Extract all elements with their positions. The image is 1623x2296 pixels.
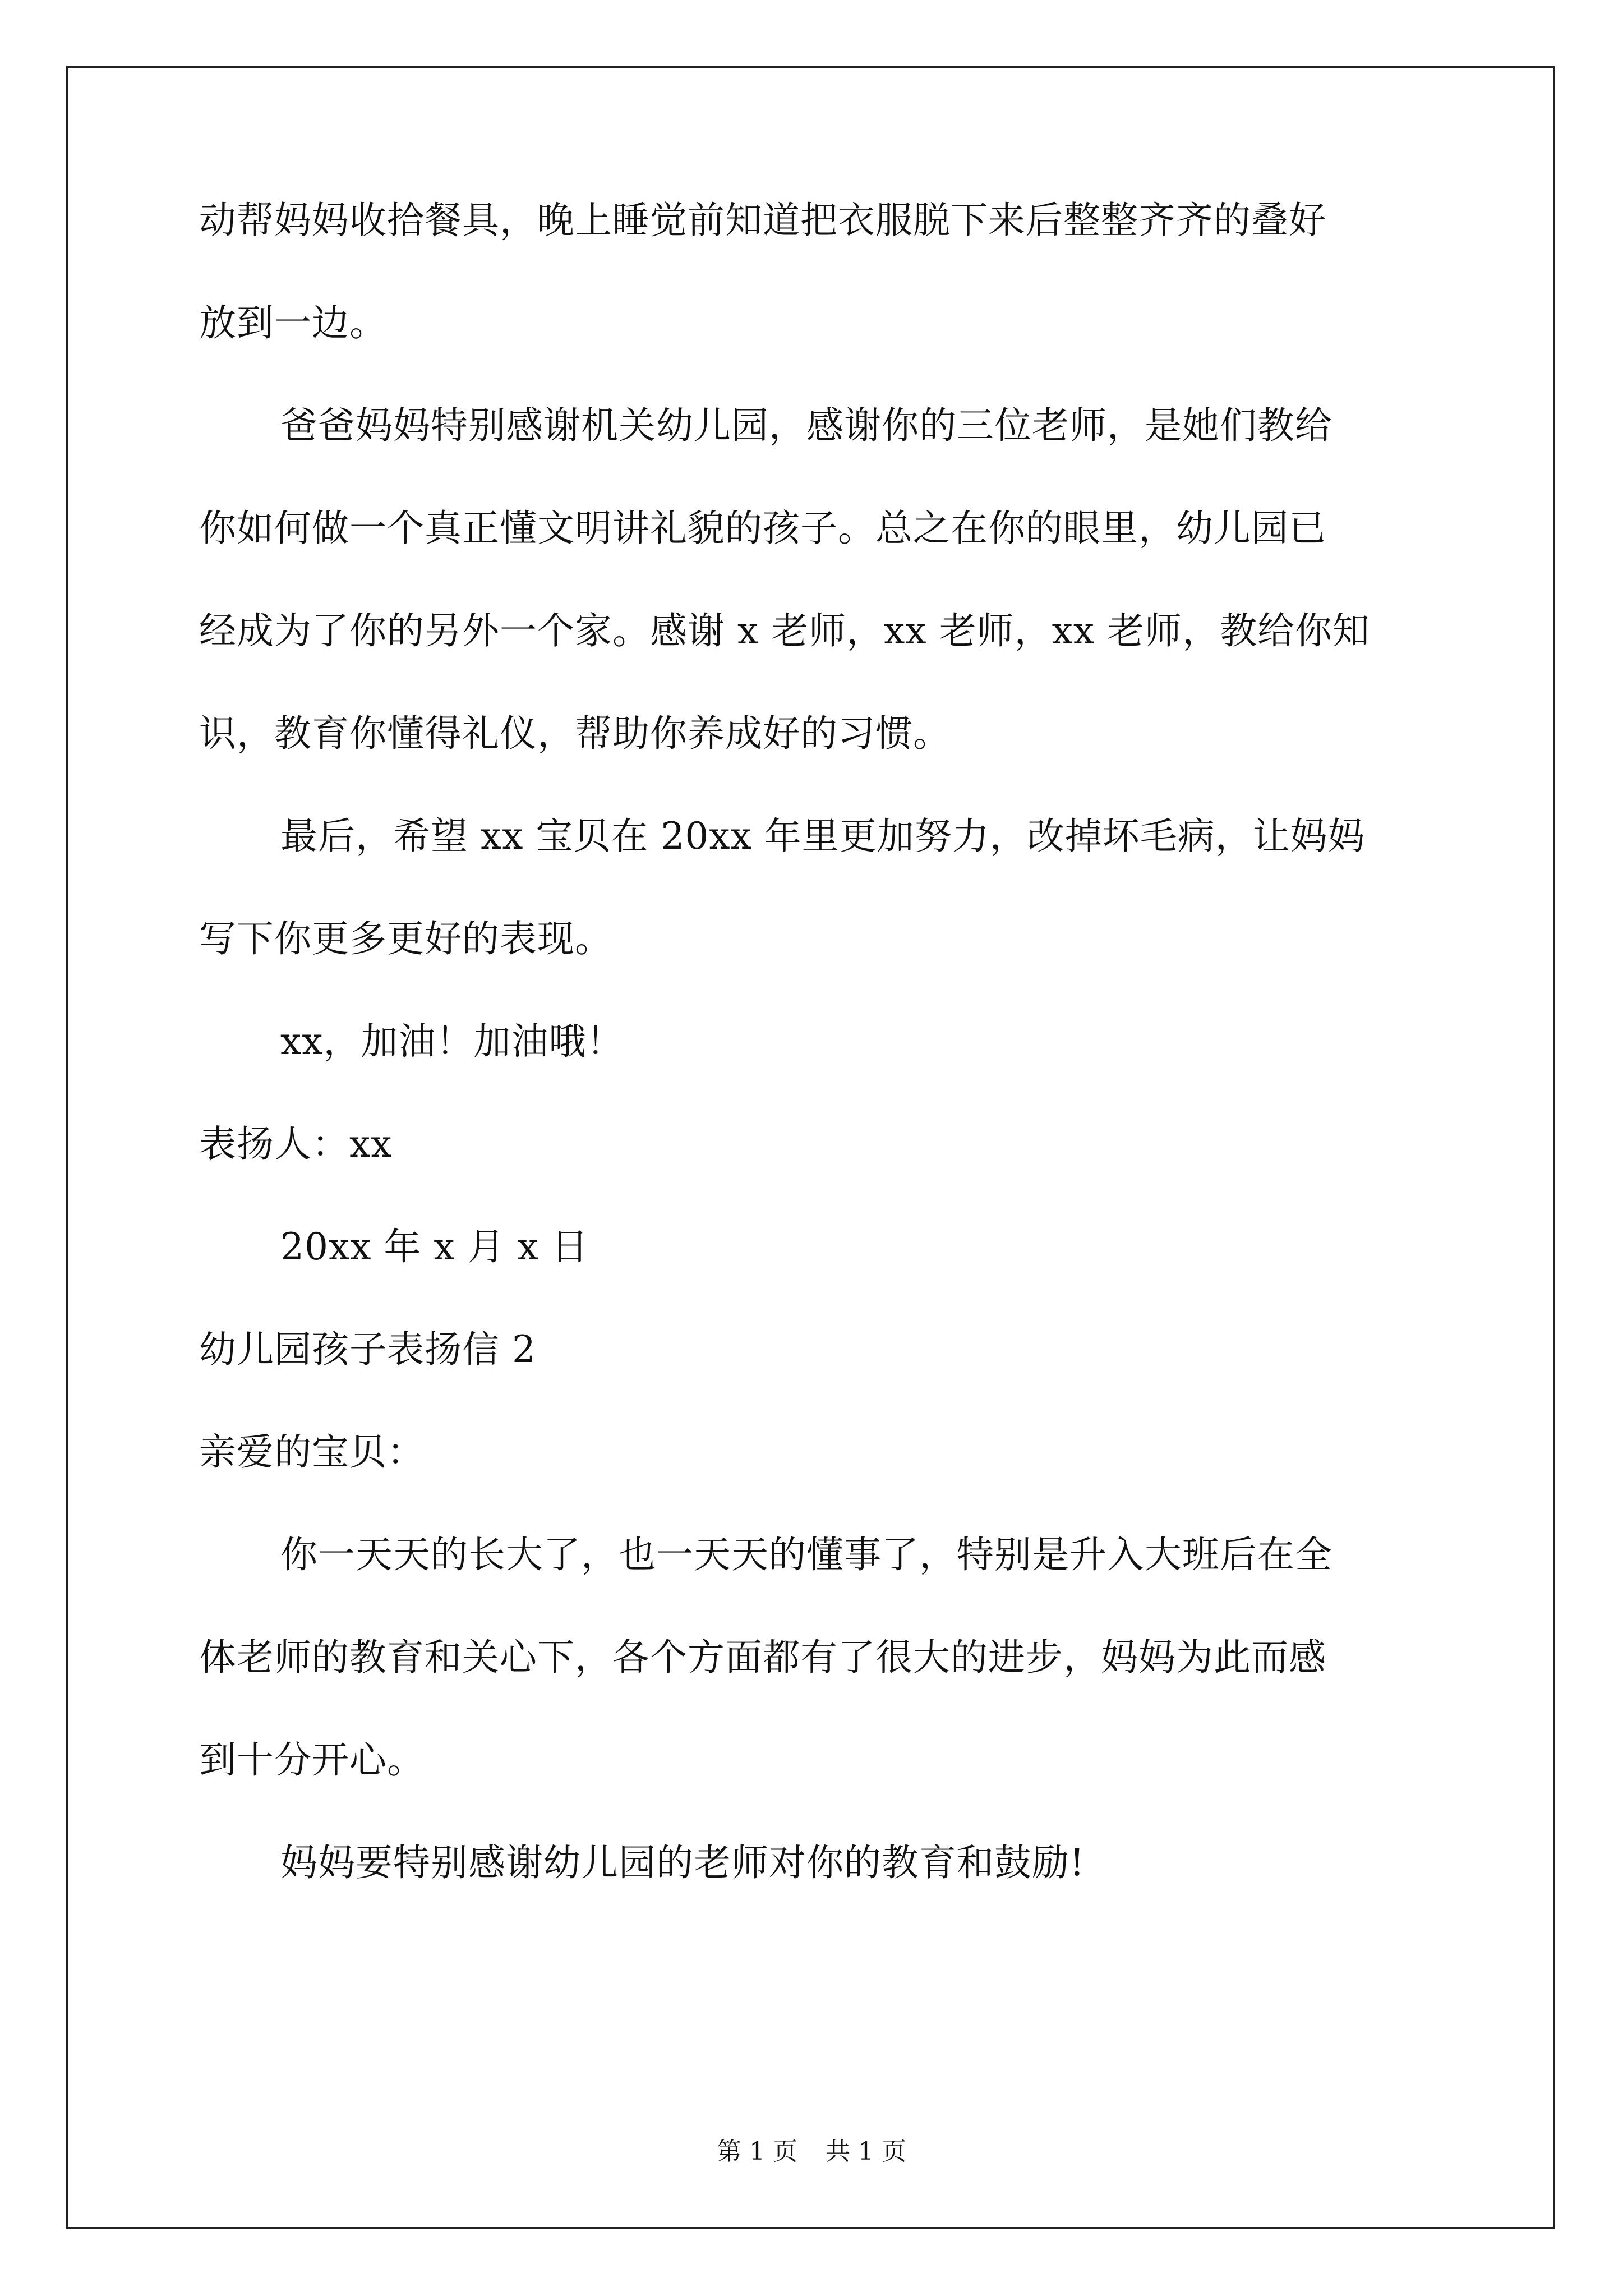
- page-count: 共 1 页: [826, 2137, 906, 2166]
- text-line: 你如何做一个真正懂文明讲礼貌的孩子。总之在你的眼里，幼儿园已: [199, 507, 1326, 550]
- text-line: 到十分开心。: [199, 1738, 425, 1782]
- section-title: 幼儿园孩子表扬信 2: [199, 1328, 536, 1371]
- paragraph-first-line: 爸爸妈妈特别感谢机关幼儿园，感谢你的三位老师，是她们教给: [280, 404, 1332, 447]
- signature-line: 表扬人：xx: [199, 1122, 393, 1166]
- salutation: 亲爱的宝贝：: [199, 1430, 425, 1474]
- date-line: 20xx 年 x 月 x 日: [280, 1225, 589, 1268]
- text-line: 放到一边。: [199, 301, 387, 344]
- paragraph-first-line: 妈妈要特别感谢幼儿园的老师对你的教育和鼓励!: [280, 1841, 1085, 1884]
- paragraph-first-line: 最后，希望 xx 宝贝在 20xx 年里更加努力，改掉坏毛病，让妈妈: [280, 815, 1366, 858]
- page-number: 第 1 页: [717, 2137, 797, 2166]
- text-line: 经成为了你的另外一个家。感谢 x 老师，xx 老师，xx 老师，教给你知: [199, 609, 1371, 652]
- text-line: 识，教育你懂得礼仪，帮助你养成好的习惯。: [199, 712, 951, 755]
- text-line: 体老师的教育和关心下，各个方面都有了很大的进步，妈妈为此而感: [199, 1636, 1326, 1679]
- page-footer: [0, 2138, 1623, 2165]
- encouragement-line: xx，加油！加油哦！: [280, 1020, 624, 1063]
- paragraph-first-line: 你一天天的长大了，也一天天的懂事了，特别是升入大班后在全: [280, 1533, 1332, 1576]
- document-body: [199, 199, 1438, 1947]
- text-line: 动帮妈妈收拾餐具，晚上睡觉前知道把衣服脱下来后整整齐齐的叠好: [199, 199, 1326, 242]
- text-line: 写下你更多更好的表现。: [199, 917, 612, 960]
